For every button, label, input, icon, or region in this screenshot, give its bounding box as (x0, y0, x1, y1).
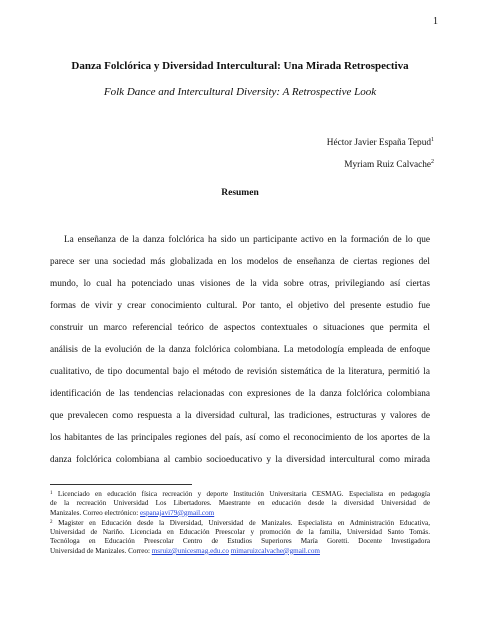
footnote-2-line: Tecnóloga en Educación Preescolar Centro de Estudios Superiores María Goretti. Docente Investigadora (50, 537, 430, 546)
footnotes (50, 489, 430, 556)
footnote-mark: 2 (50, 519, 53, 525)
email-link[interactable]: espanajavi79@gmail.com (140, 508, 215, 517)
abstract-line: identificación de las tendencias relacionadas con expresiones de la danza folclórica colombiana (50, 389, 430, 399)
footnote-mark: 1 (50, 491, 53, 496)
abstract-line: análisis de la evolución de la danza folclórica colombiana. La metodología empleada de enfoque (50, 345, 430, 355)
footnote-1-line: $^1$ Licenciado en educación física recreación y deporte Institución Universitaria CESMAG. Especialista en pedagogía (50, 490, 430, 498)
footnote-mark: 2 (431, 159, 434, 165)
footnote-mark: 1 (431, 137, 434, 143)
page-number: 1 (433, 16, 438, 27)
paper-subtitle: Folk Dance and Intercultural Diversity: A Retrospective Look (103, 86, 377, 98)
abstract-line: cualitativo, de tipo documental bajo el método de revisión sistemática de la literatura, permitió la (50, 367, 430, 377)
author-name: Héctor Javier España Tepud (326, 138, 431, 148)
footnote-2-line: Universidad de Manizales. Correo: msruiz@unicesmag.edu.co mimaruizcalvache@gmail.com (50, 546, 320, 555)
abstract-heading: Resumen (221, 188, 259, 198)
abstract-line: los habitantes de las principales regiones del país, así como el reconocimiento de los aportes de la (50, 433, 430, 443)
email-link[interactable]: msruiz@unicesmag.edu.co (151, 546, 229, 555)
abstract-line: mundo, lo cual ha potenciado unas visiones de la vida sobre otras, privilegiando así ciertas (50, 279, 430, 289)
abstract-line: construir un marco referencial teórico de aspectos contextuales o situaciones que permita el (50, 323, 430, 333)
abstract-body (50, 229, 430, 471)
author-1 (327, 131, 434, 153)
footnote-2-line: $^2$ Magister en Educación desde la Diversidad, Universidad de Manizales. Especialista en Administración Educativa, (50, 518, 430, 527)
abstract-line: que prevalecen como respuesta a la diversidad cultural, las tradiciones, estructuras y valores de (50, 411, 430, 421)
abstract-line: parece ser una sociedad más globalizada en los modelos de enseñanza de ciertas regiones del (50, 257, 430, 267)
abstract-line: danza folclórica colombiana al cambio socioeducativo y la diversidad intercultural como mirada (50, 455, 430, 465)
author-2 (327, 153, 434, 175)
author-name: Myriam Ruiz Calvache (344, 160, 431, 170)
abstract-line: formas de vivir y crear conocimiento cultural. Por tanto, el objetivo del presente estudio fue (50, 301, 430, 311)
paper-title: Danza Folclórica y Diversidad Intercultural: Una Mirada Retrospectiva (71, 60, 409, 72)
footnote-1-line: de la recreación Universidad Los Libertadores. Maestrante en educación desde la diversidad Universidad de (50, 499, 430, 508)
email-link[interactable]: mimaruizcalvache@gmail.com (230, 546, 320, 555)
abstract-line: La enseñanza de la danza folclórica ha sido un participante activo en la formación de lo que (64, 235, 430, 245)
author-list (327, 131, 434, 175)
footnote-2-line: Universidad de Nariño. Licenciada en Educación Preescolar y promoción de la familia, Universidad Santo Tomás. (50, 528, 430, 537)
footnote-1-line: Manizales. Correo electrónico: espanajavi79@gmail.com (50, 508, 215, 517)
footnote-divider (50, 484, 192, 485)
